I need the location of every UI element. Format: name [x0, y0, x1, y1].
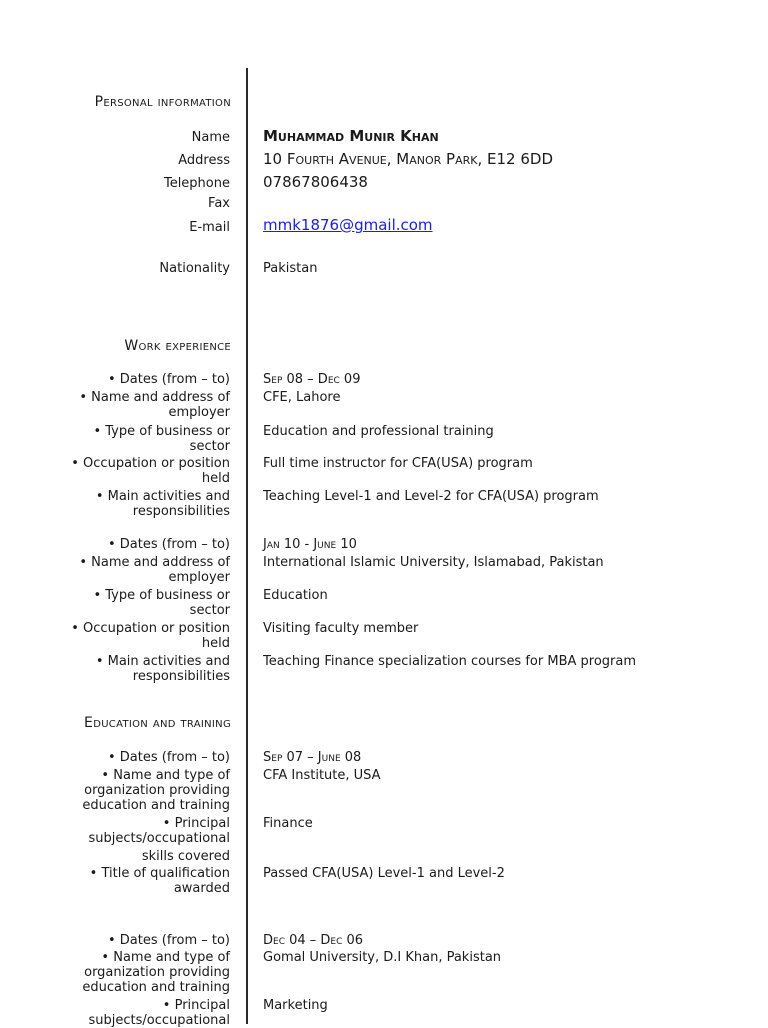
email-link[interactable]: mmk1876@gmail.com	[263, 216, 433, 234]
work-1-activities: Teaching Level-1 and Level-2 for CFA(USA) program	[263, 489, 599, 504]
work-2-occupation-label-2: held	[201, 636, 230, 651]
work-2-activities: Teaching Finance specialization courses for MBA program	[263, 654, 637, 669]
edu-1-dates: Sep 07 – June 08	[263, 750, 362, 765]
edu-1-dates-label: • Dates (from – to)	[108, 750, 230, 765]
edu-2-org-label-2: organization providing	[84, 965, 230, 980]
address-label: Address	[178, 153, 230, 168]
work-2-dates: Jan 10 - June 10	[263, 537, 357, 552]
work-1-employer: CFE, Lahore	[263, 390, 341, 405]
telephone-value: 07867806438	[263, 173, 368, 191]
edu-2-subjects-label-2: subjects/occupational	[88, 1013, 230, 1028]
edu-2-dates: Dec 04 – Dec 06	[263, 933, 364, 948]
section-heading-education: Education and training	[84, 715, 231, 731]
work-2-business-label-1: • Type of business or	[93, 588, 230, 603]
telephone-label: Telephone	[163, 176, 230, 191]
edu-1-org: CFA Institute, USA	[263, 768, 381, 783]
work-1-activities-label-2: responsibilities	[132, 504, 230, 519]
address-value: 10 Fourth Avenue, Manor Park, E12 6DD	[263, 150, 554, 168]
work-1-employer-label-1: • Name and address of	[79, 390, 230, 405]
work-2-employer-label-2: employer	[168, 570, 230, 585]
work-1-business-label-1: • Type of business or	[93, 424, 230, 439]
section-heading-personal: Personal information	[94, 94, 231, 110]
section-heading-work: Work experience	[124, 338, 231, 354]
work-2-business: Education	[263, 588, 328, 603]
work-2-business-label-2: sector	[189, 603, 230, 618]
work-2-employer-label-1: • Name and address of	[79, 555, 230, 570]
column-divider	[246, 68, 248, 1024]
work-2-occupation: Visiting faculty member	[263, 621, 419, 636]
email-label: E-mail	[189, 220, 230, 235]
edu-1-title-label-1: • Title of qualification	[89, 866, 230, 881]
work-1-occupation-label-1: • Occupation or position	[71, 456, 230, 471]
nationality-label: Nationality	[159, 261, 230, 276]
work-1-dates: Sep 08 – Dec 09	[263, 372, 361, 387]
work-2-employer: International Islamic University, Islamabad, Pakistan	[263, 555, 604, 570]
work-1-dates-label: • Dates (from – to)	[108, 372, 230, 387]
edu-1-title: Passed CFA(USA) Level-1 and Level-2	[263, 866, 505, 881]
name-label: Name	[191, 130, 230, 145]
edu-1-org-label-1: • Name and type of	[101, 768, 230, 783]
fax-label: Fax	[208, 196, 230, 211]
work-2-dates-label: • Dates (from – to)	[108, 537, 230, 552]
edu-1-subjects-label-1: • Principal	[162, 816, 230, 831]
edu-2-org: Gomal University, D.I Khan, Pakistan	[263, 950, 502, 965]
edu-1-subjects-label-2: subjects/occupational	[88, 831, 230, 846]
work-2-activities-label-2: responsibilities	[132, 669, 230, 684]
edu-1-title-label-2: awarded	[173, 881, 230, 896]
edu-1-subjects-label-3: skills covered	[141, 849, 230, 864]
work-1-business-label-2: sector	[189, 439, 230, 454]
edu-2-subjects-label-1: • Principal	[162, 998, 230, 1013]
edu-1-org-label-3: education and training	[82, 798, 230, 813]
edu-2-dates-label: • Dates (from – to)	[108, 933, 230, 948]
work-1-occupation-label-2: held	[201, 471, 230, 486]
work-1-occupation: Full time instructor for CFA(USA) program	[263, 456, 533, 471]
edu-1-subjects: Finance	[263, 816, 313, 831]
work-1-activities-label-1: • Main activities and	[95, 489, 230, 504]
nationality-value: Pakistan	[263, 261, 318, 276]
work-1-employer-label-2: employer	[168, 405, 230, 420]
work-2-occupation-label-1: • Occupation or position	[71, 621, 230, 636]
edu-1-org-label-2: organization providing	[84, 783, 230, 798]
edu-2-subjects: Marketing	[263, 998, 328, 1013]
work-1-business: Education and professional training	[263, 424, 494, 439]
edu-2-org-label-1: • Name and type of	[101, 950, 230, 965]
edu-2-org-label-3: education and training	[82, 980, 230, 995]
name-value: Muhammad Munir Khan	[263, 127, 439, 145]
work-2-activities-label-1: • Main activities and	[95, 654, 230, 669]
